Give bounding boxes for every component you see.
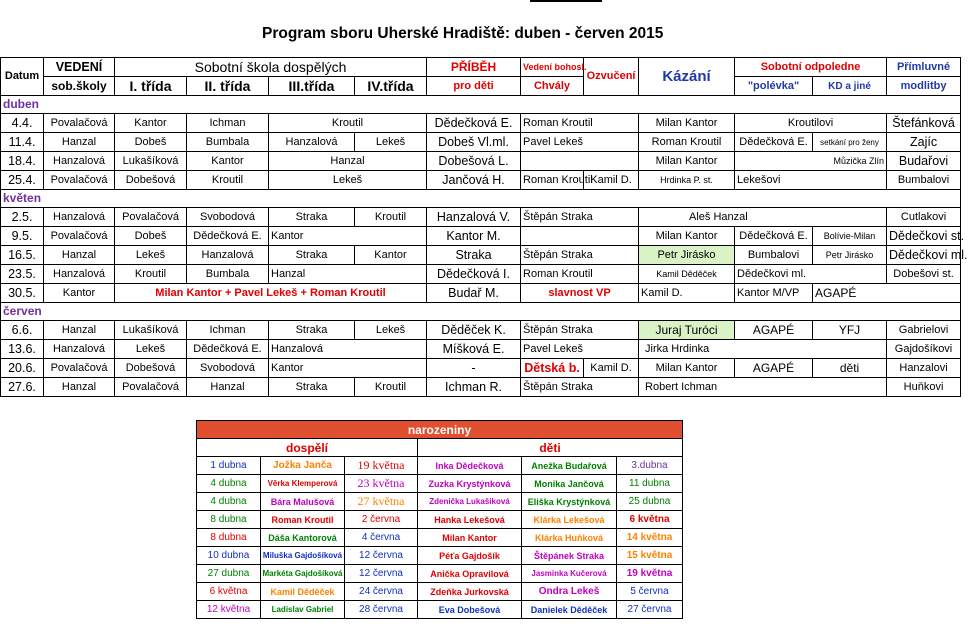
header-sobskoly: sob.školy <box>44 77 115 96</box>
birthday-row: 27 dubna Markéta Gajdošíková 12 června Anička Opravilová Jasminka Kučerová 19 května <box>197 565 683 583</box>
table-row: 4.4. Povalačová Kantor Ichman Kroutil Dědečková E. Roman Kroutil Milan Kantor Kroutilovi Štefánková <box>1 114 961 133</box>
header-kd-jine: KD a jiné <box>813 77 887 96</box>
header-sobotni-skola: Sobotní škola dospělých <box>115 58 427 77</box>
table-row: 11.4. Hanzal Dobeš Bumbala Hanzalová Lekeš Dobeš Vl.ml. Pavel Lekeš Roman Kroutil Dědečková E. setkání pro ženy Zajíc <box>1 133 961 152</box>
birthday-subheader-row <box>197 439 683 457</box>
birthday-title: narozeniny <box>197 421 683 439</box>
birthday-row: 6 května Kamil Děděček 24 června Zdeňka Jurkovská Ondra Lekeš 5 června <box>197 583 683 601</box>
section-kveten: květen <box>1 190 961 208</box>
schedule-table <box>0 57 968 397</box>
header-row-2 <box>1 77 961 96</box>
header-modlitby: modlitby <box>887 77 961 96</box>
birthday-row: 10 dubna Miluška Gajdošíková 12 června Péťa Gajdošík Štěpánek Straka 15 května <box>197 547 683 565</box>
header-sobotni-odpoledne: Sobotní odpoledne <box>735 58 887 77</box>
page-title: Program sboru Uherské Hradiště: duben - červen 2015 <box>262 25 664 42</box>
table-row: 30.5. Kantor Milan Kantor + Pavel Lekeš + Roman Kroutil Budař M. slavnost VP Kamil D. Kantor M/VP AGAPÉ <box>1 284 961 303</box>
header-pro-deti: pro děti <box>427 77 521 96</box>
header-kazani: Kázání <box>639 58 735 96</box>
table-row: 16.5. Hanzal Lekeš Hanzalová Straka Kantor Straka Štěpán Straka Petr Jirásko Bumbalovi Petr Jirásko Dědečkovi ml. <box>1 246 961 265</box>
section-duben: duben <box>1 96 961 114</box>
header-vedeni-bohosl: Vedení bohosl. <box>521 58 584 77</box>
header-row-1 <box>1 58 961 77</box>
section-cerven: červen <box>1 303 961 321</box>
header-trida-1: I. třída <box>115 77 187 96</box>
birthday-row: 8 dubna Dáša Kantorová 4 června Milan Kantor Klárka Huňková 14 května <box>197 529 683 547</box>
top-rule <box>530 0 602 2</box>
table-row: 6.6. Hanzal Lukašíková Ichman Straka Lekeš Děděček K. Štěpán Straka Juraj Turóci AGAPÉ YFJ Gabrielovi <box>1 321 961 340</box>
birthday-title-row <box>197 421 683 439</box>
birthday-row: 1 dubna Jožka Janča 19 května Inka Dědečková Anežka Budařová 3.dubna <box>197 457 683 475</box>
table-row: 9.5. Povalačová Dobeš Dědečková E. Kantor Kantor M. Milan Kantor Dědečková E. Bolívie-Milan Dědečkovi st. <box>1 227 961 246</box>
table-row: 18.4. Hanzalová Lukašíková Kantor Hanzal Dobešová L. Milan Kantor Můzička Zlín Budařovi <box>1 152 961 171</box>
table-row: 23.5. Hanzalová Kroutil Bumbala Hanzal Dědečková I. Roman Kroutil Kamil Děděček Dědečkovi ml. Dobešovi st. <box>1 265 961 284</box>
header-pribeh: PŘÍBĚH <box>427 58 521 77</box>
table-row: 2.5. Hanzalová Povalačová Svobodová Straka Kroutil Hanzalová V. Štěpán Straka Aleš Hanzal Cutlakovi <box>1 208 961 227</box>
birthday-row: 4 dubna Bára Malušová 27 května Zdenička Lukašíková Eliška Krystýnková 25 dubna <box>197 493 683 511</box>
header-trida-2: II. třída <box>187 77 269 96</box>
header-chvaly: Chvály <box>521 77 584 96</box>
birthday-children-header: děti <box>418 439 683 457</box>
header-trida-3: III.třída <box>269 77 355 96</box>
header-primluvne: Přímluvné <box>887 58 961 77</box>
header-vedeni: VEDENÍ <box>44 58 115 77</box>
birthday-row: 8 dubna Roman Kroutil 2 června Hanka Lekešová Klárka Lekešová 6 května <box>197 511 683 529</box>
header-datum: Datum <box>1 58 44 96</box>
table-row: 25.4. Povalačová Dobešová Kroutil Lekeš Jančová H. Roman Kroutil Kamil D. Hrdinka P. st. Lekešovi Bumbalovi <box>1 171 961 190</box>
birthday-row: 4 dubna Věrka Klemperová 23 května Zuzka Krystýnková Monika Jančová 11 dubna <box>197 475 683 493</box>
birthday-row: 12 května Ladislav Gabriel 28 června Eva Dobešová Danielek Děděček 27 června <box>197 601 683 619</box>
birthday-table <box>196 420 683 619</box>
header-ozvuceni: Ozvučení <box>584 58 639 96</box>
header-polevka: "polévka" <box>735 77 813 96</box>
header-trida-4: IV.třída <box>355 77 427 96</box>
table-row: 20.6. Povalačová Dobešová Svobodová Kantor - Dětská b. Kamil D. Milan Kantor AGAPÉ děti Hanzalovi <box>1 359 961 378</box>
table-row: 13.6. Hanzalová Lekeš Dědečková E. Hanzalová Míšková E. Pavel Lekeš Jirka Hrdinka Gajdošíkovi <box>1 340 961 359</box>
birthday-adults-header: dospělí <box>197 439 418 457</box>
table-row: 27.6. Hanzal Povalačová Hanzal Straka Kroutil Ichman R. Štěpán Straka Robert Ichman Huňkovi <box>1 378 961 397</box>
